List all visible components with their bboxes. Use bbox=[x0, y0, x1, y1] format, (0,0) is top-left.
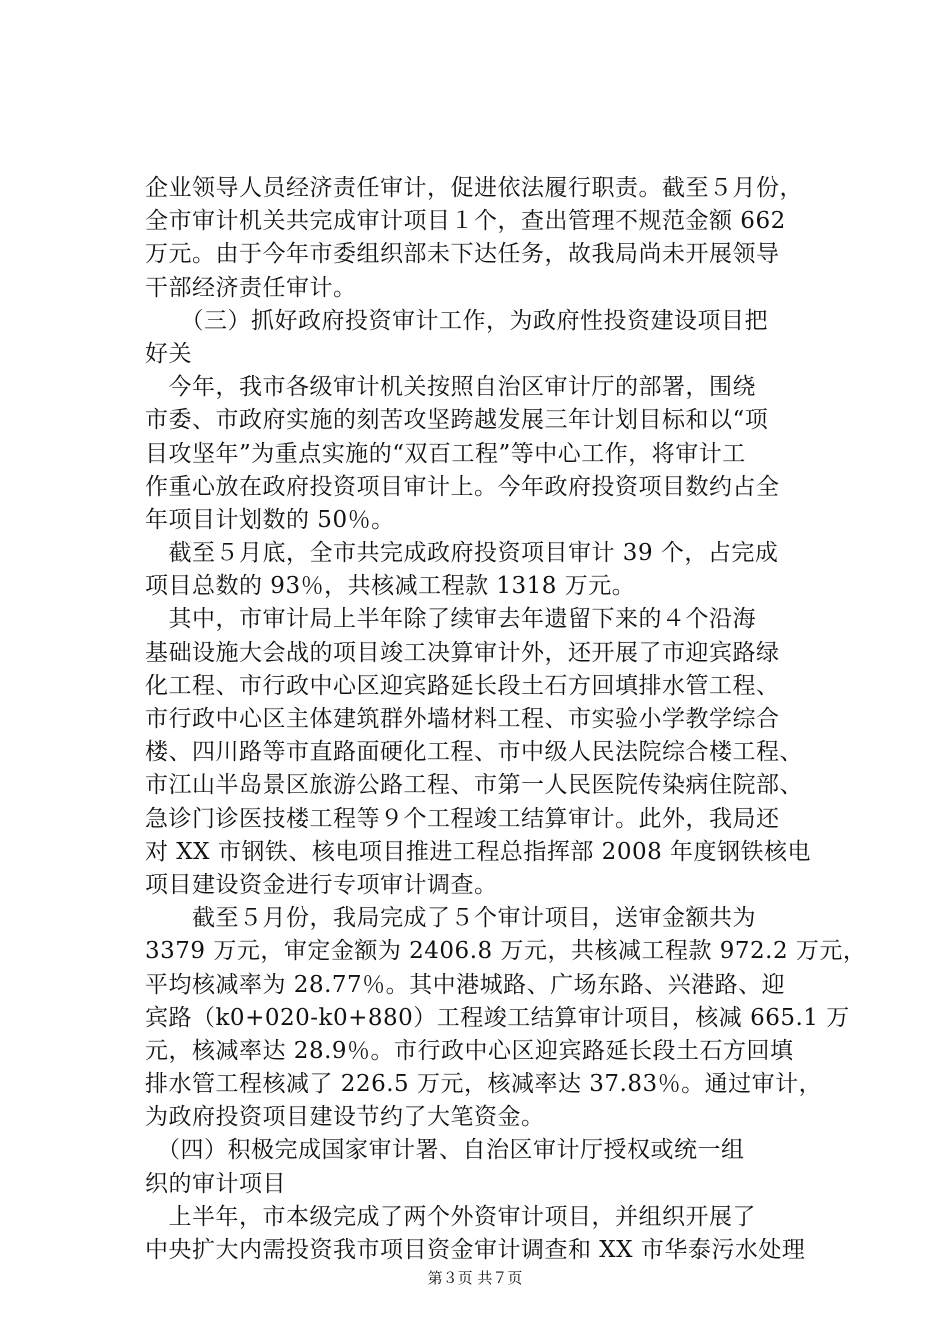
text-line: 基础设施大会战的项目竣工决算审计外，还开展了市迎宾路绿 bbox=[145, 639, 780, 666]
text-line: 中央扩大内需投资我市项目资金审计调查和 XX 市华泰污水处理 bbox=[145, 1237, 806, 1263]
text-line: 截至５月份，我局完成了５个审计项目，送审金额共为 bbox=[145, 905, 756, 932]
text-line: 企业领导人员经济责任审计，促进依法履行职责。截至５月份， bbox=[145, 175, 803, 201]
text-line: 今年，我市各级审计机关按照自治区审计厅的部署，围绕 bbox=[145, 374, 756, 401]
text-line: 市江山半岛景区旅游公路工程、市第一人民医院传染病住院部、 bbox=[145, 772, 803, 799]
text-line: 干部经济责任审计。 bbox=[145, 274, 357, 301]
document-body bbox=[145, 172, 867, 1267]
text-line: 元，核减率达 28.9％。市行政中心区迎宾路延长段土石方回填 bbox=[145, 1037, 794, 1064]
text-line: 作重心放在政府投资项目审计上。今年政府投资项目数约占全 bbox=[145, 473, 780, 500]
text-line: 对 XX 市钢铁、核电项目推进工程总指挥部 2008 年度钢铁核电 bbox=[145, 838, 812, 865]
text-line: 上半年，市本级完成了两个外资审计项目，并组织开展了 bbox=[145, 1203, 756, 1230]
text-line: 市行政中心区主体建筑群外墙材料工程、市实验小学教学综合 bbox=[145, 706, 780, 732]
text-line: 项目总数的 93％，共核减工程款 1318 万元。 bbox=[145, 573, 636, 600]
text-line: 排水管工程核减了 226.5 万元，核减率达 37.83％。通过审计， bbox=[145, 1071, 823, 1098]
text-line: 项目建设资金进行专项审计调查。 bbox=[145, 871, 498, 898]
text-line: 化工程、市行政中心区迎宾路延长段土石方回填排水管工程、 bbox=[145, 672, 780, 699]
text-line: （三）抓好政府投资审计工作，为政府性投资建设项目把 bbox=[145, 307, 768, 334]
page-number: 第３页 共７页 bbox=[427, 1269, 523, 1287]
text-line: 全市审计机关共完成审计项目１个，查出管理不规范金额 662 bbox=[145, 208, 786, 235]
text-line: 截至５月底，全市共完成政府投资项目审计 39 个，占完成 bbox=[145, 540, 779, 567]
text-line: 宾路（k0+020-k0+880）工程竣工结算审计项目，核减 665.1 万 bbox=[145, 1004, 850, 1031]
text-line: 急诊门诊医技楼工程等９个工程竣工结算审计。此外，我局还 bbox=[145, 805, 780, 832]
text-line: 楼、四川路等市直路面硬化工程、市中级人民法院综合楼工程、 bbox=[145, 739, 803, 766]
text-line: 3379 万元，审定金额为 2406.8 万元，共核减工程款 972.2 万元， bbox=[145, 938, 867, 965]
text-line: 其中，市审计局上半年除了续审去年遗留下来的４个沿海 bbox=[145, 606, 756, 633]
text-line: 平均核减率为 28.77％。其中港城路、广场东路、兴港路、迎 bbox=[145, 971, 786, 998]
text-line: 市委、市政府实施的刻苦攻坚跨越发展三年计划目标和以“项 bbox=[145, 407, 769, 434]
text-line: 为政府投资项目建设节约了大笔资金。 bbox=[145, 1104, 545, 1131]
text-line: 好关 bbox=[145, 340, 192, 367]
text-line: 织的审计项目 bbox=[145, 1170, 286, 1197]
text-line: 万元。由于今年市委组织部未下达任务，故我局尚未开展领导 bbox=[145, 241, 780, 268]
text-line: 目攻坚年”为重点实施的“双百工程”等中心工作，将审计工 bbox=[145, 440, 746, 467]
text-line: （四）积极完成国家审计署、自治区审计厅授权或统一组 bbox=[145, 1137, 745, 1164]
text-line: 年项目计划数的 50％。 bbox=[145, 506, 395, 533]
